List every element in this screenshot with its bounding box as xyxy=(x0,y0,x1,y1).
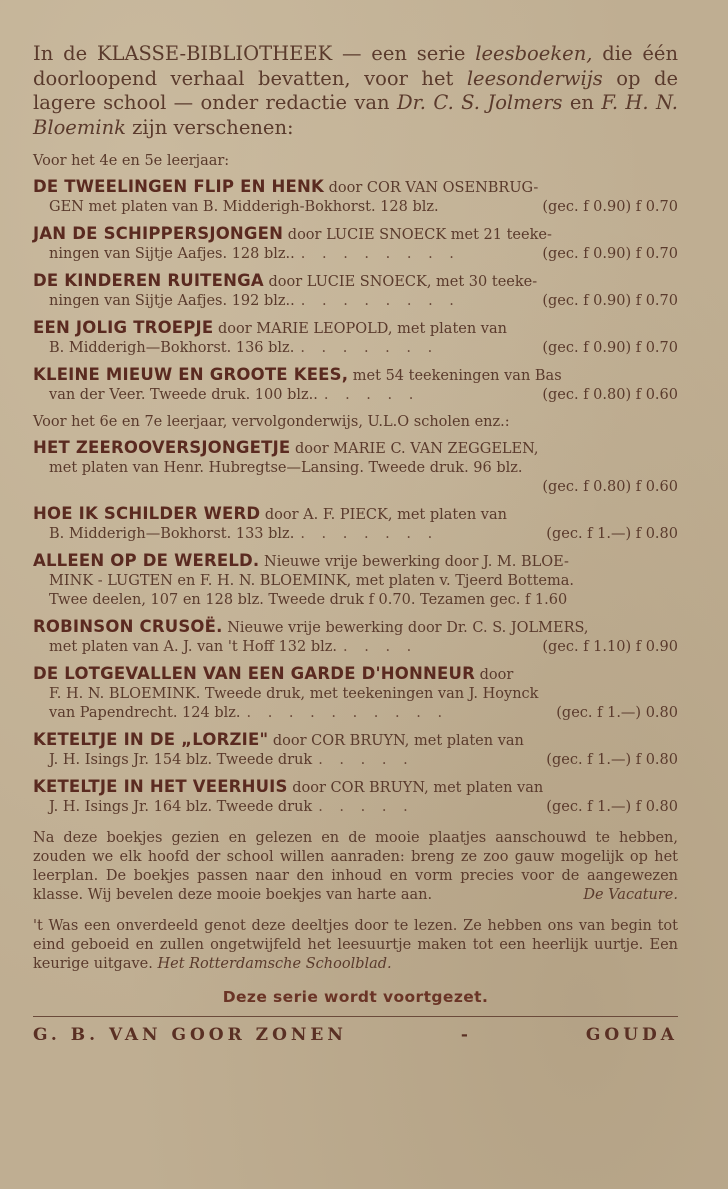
leader-dots: . . . . . . . xyxy=(300,526,439,542)
book-desc: door COR BRUYN, met platen van xyxy=(268,733,524,749)
book-entry xyxy=(33,271,678,311)
book-price: (gec. f 1.—) 0.80 xyxy=(556,705,678,721)
book-desc: van der Veer. Tweede druk. 100 blz.. xyxy=(49,387,318,403)
book-desc: J. H. Isings Jr. 164 blz. Tweede druk xyxy=(49,799,313,815)
book-desc: B. Midderigh—Bokhorst. 133 blz. xyxy=(49,526,295,542)
book-entry xyxy=(33,224,678,264)
book-price: (gec. f 1.—) f 0.80 xyxy=(546,752,678,768)
book-desc: met 54 teekeningen van Bas xyxy=(348,368,562,384)
book-entry xyxy=(33,438,678,497)
section-heading-2: Voor het 6e en 7e leerjaar, vervolgonderwijs, U.L.O scholen enz.: xyxy=(33,414,510,430)
book-desc: ningen van Sijtje Aafjes. 192 blz.. xyxy=(49,293,295,309)
intro-italic-1: leesboeken, xyxy=(475,42,593,65)
book-title: ROBINSON CRUSOË. xyxy=(33,617,223,636)
book-desc: J. H. Isings Jr. 154 blz. Tweede druk xyxy=(49,752,313,768)
book-desc: ningen van Sijtje Aafjes. 128 blz.. xyxy=(49,246,295,262)
book-price: (gec. f 0.90) f 0.70 xyxy=(542,199,678,215)
publisher-line xyxy=(33,1025,678,1045)
intro-paragraph xyxy=(33,42,678,140)
book-entry xyxy=(33,551,678,610)
review-text: Na deze boekjes gezien en gelezen en de mooie plaatjes aanschouwd te hebben, zouden we elk hoofd der school willen aanraden: breng ze zoo gauw mogelijk op het leerplan. De boekjes passen naar den inhoud en vorm precies voor de aangewezen klasse. Wij bevelen deze mooie boekjes van harte aan. xyxy=(33,830,678,903)
book-price: (gec. f 0.80) f 0.60 xyxy=(542,479,678,495)
publisher-dash: - xyxy=(460,1025,472,1045)
review-source: Het Rotterdamsche Schoolblad. xyxy=(157,956,392,972)
book-desc: B. Midderigh—Bokhorst. 136 blz. xyxy=(49,340,295,356)
book-title: KETELTJE IN DE „LORZIE" xyxy=(33,730,269,749)
book-title: KETELTJE IN HET VEERHUIS xyxy=(33,777,288,796)
publisher-name: G. B. VAN GOOR ZONEN xyxy=(33,1025,347,1045)
book-entry xyxy=(33,730,678,770)
review-source: De Vacature. xyxy=(583,887,678,903)
book-desc: door LUCIE SNOECK, met 30 teeke- xyxy=(263,274,538,290)
book-price: (gec. f 1.10) f 0.90 xyxy=(542,639,678,655)
leader-dots: . . . . xyxy=(343,639,418,655)
book-price: (gec. f 1.—) f 0.80 xyxy=(546,526,678,542)
intro-text-3: op de lagere school — onder redactie van xyxy=(33,66,678,114)
review-paragraph xyxy=(33,917,678,974)
book-desc: Twee deelen, 107 en 128 blz. Tweede druk f 0.70. Tezamen gec. f 1.60 xyxy=(49,592,568,608)
book-desc: door MARIE LEOPOLD, met platen van xyxy=(213,321,507,337)
book-price: (gec. f 0.90) f 0.70 xyxy=(542,246,678,262)
book-title: HOE IK SCHILDER WERD xyxy=(33,504,261,523)
book-desc: door MARIE C. VAN ZEGGELEN, xyxy=(290,441,539,457)
book-title: ALLEEN OP DE WERELD. xyxy=(33,551,260,570)
book-title: DE KINDEREN RUITENGA xyxy=(33,271,264,290)
intro-text-2: die één doorloopend verhaal bevatten, voor het xyxy=(33,42,679,90)
book-title: JAN DE SCHIPPERSJONGEN xyxy=(33,224,284,243)
leader-dots: . . . . . . . . xyxy=(300,246,460,262)
book-desc: GEN met platen van B. Midderigh-Bokhorst. 128 blz. xyxy=(49,199,439,215)
leader-dots: . . . . . . . xyxy=(300,340,439,356)
review-text: 't Was een onverdeeld genot deze deeltjes door te lezen. Ze hebben ons van begin tot eind geboeid en zullen ongetwijfeld het leesuurtje maken tot een heerlijk uurtje. Een keurige uitgave. xyxy=(33,918,678,972)
book-price: (gec. f 0.90) f 0.70 xyxy=(542,340,678,356)
book-desc: van Papendrecht. 124 blz. xyxy=(49,705,241,721)
advertisement-page xyxy=(33,42,678,1045)
book-desc: door A. F. PIECK, met platen van xyxy=(260,507,507,523)
editor-2: F. H. N. Bloemink xyxy=(33,91,678,139)
intro-text-4: en xyxy=(562,91,602,114)
book-entry xyxy=(33,617,678,657)
review-paragraph xyxy=(33,829,678,905)
book-price: (gec. f 1.—) f 0.80 xyxy=(546,799,678,815)
divider xyxy=(33,1016,678,1017)
intro-text-5: zijn verschenen: xyxy=(125,115,294,139)
book-desc: Nieuwe vrije bewerking door Dr. C. S. JOLMERS, xyxy=(222,620,589,636)
book-price: (gec. f 0.80) f 0.60 xyxy=(542,387,678,403)
book-entry xyxy=(33,177,678,217)
publisher-city: GOUDA xyxy=(585,1025,678,1045)
leader-dots: . . . . . . . . . . xyxy=(246,705,449,721)
book-desc: MINK - LUGTEN en F. H. N. BLOEMINK, met platen v. Tjeerd Bottema. xyxy=(49,573,575,589)
book-title: DE TWEELINGEN FLIP EN HENK xyxy=(33,177,325,196)
book-entry xyxy=(33,318,678,358)
book-title: HET ZEEROOVERSJONGETJE xyxy=(33,438,291,457)
leader-dots: . . . . . xyxy=(318,799,414,815)
book-desc: door COR BRUYN, met platen van xyxy=(287,780,544,796)
book-desc: Nieuwe vrije bewerking door J. M. BLOE- xyxy=(259,554,569,570)
book-desc: door COR VAN OSENBRUG- xyxy=(324,180,539,196)
book-desc: met platen van A. J. van 't Hoff 132 blz. xyxy=(49,639,338,655)
leader-dots: . . . . . xyxy=(323,387,420,403)
book-title: EEN JOLIG TROEPJE xyxy=(33,318,214,337)
book-title: KLEINE MIEUW EN GROOTE KEES, xyxy=(33,365,349,384)
editor-1: Dr. C. S. Jolmers xyxy=(396,91,563,114)
book-entry xyxy=(33,504,678,544)
leader-dots: . . . . . xyxy=(318,752,414,768)
book-price: (gec. f 0.90) f 0.70 xyxy=(542,293,678,309)
book-desc: door xyxy=(474,667,514,683)
book-desc: door LUCIE SNOECK met 21 teeke- xyxy=(283,227,552,243)
book-entry xyxy=(33,664,678,723)
leader-dots: . . . . . . . . xyxy=(300,293,460,309)
series-note: Deze serie wordt voortgezet. xyxy=(222,988,489,1006)
book-entry xyxy=(33,365,678,405)
book-title: DE LOTGEVALLEN VAN EEN GARDE D'HONNEUR xyxy=(33,664,475,683)
section-heading-1: Voor het 4e en 5e leerjaar: xyxy=(33,153,230,169)
intro-italic-2: leesonderwijs xyxy=(466,66,603,90)
intro-text-1: In de KLASSE-BIBLIOTHEEK — een serie xyxy=(33,42,476,65)
book-desc: met platen van Henr. Hubregtse—Lansing. Tweede druk. 96 blz. xyxy=(49,460,523,476)
book-desc: F. H. N. BLOEMINK. Tweede druk, met teekeningen van J. Hoynck xyxy=(49,686,539,702)
book-entry xyxy=(33,777,678,817)
